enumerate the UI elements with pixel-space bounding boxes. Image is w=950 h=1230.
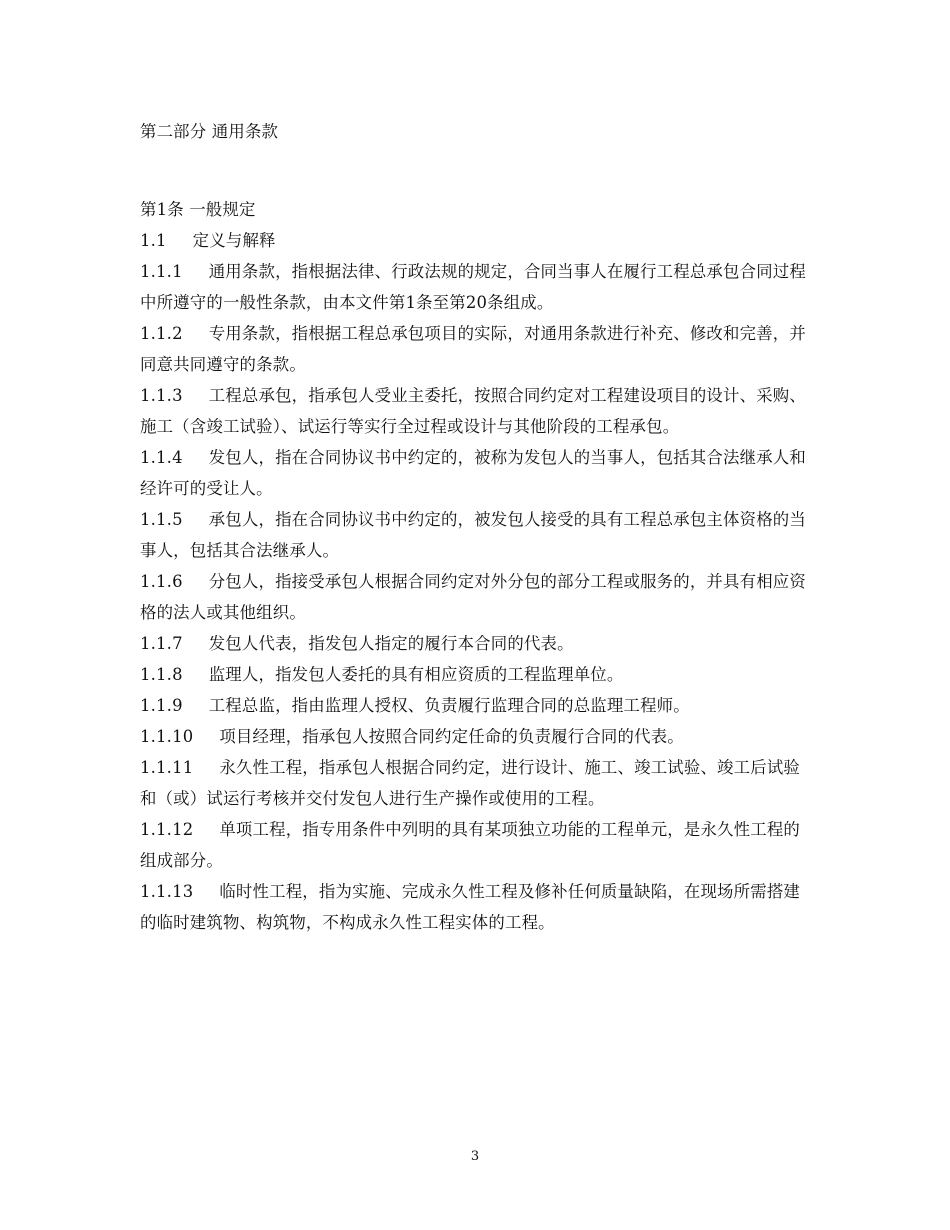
clause-paragraph	[140, 380, 815, 442]
clause-text: 工程总监，指由监理人授权、负责履行监理合同的总监理工程师。	[208, 696, 690, 715]
clause-paragraph	[140, 442, 815, 504]
clause-text: 单项工程，指专用条件中列明的具有某项独立功能的工程单元，是永久性工程的组成部分。	[140, 820, 801, 870]
clause-text: 临时性工程，指为实施、完成永久性工程及修补任何质量缺陷，在现场所需搭建的临时建筑物、构筑物，不构成永久性工程实体的工程。	[140, 882, 801, 932]
clause-text: 发包人代表，指发包人指定的履行本合同的代表。	[208, 634, 574, 653]
clause-number: 1.1.9	[140, 696, 183, 715]
section-title: 定义与解释	[192, 231, 276, 250]
clause-paragraph	[140, 659, 815, 690]
clause-number: 1.1.6	[140, 572, 183, 591]
clause-text: 工程总承包，指承包人受业主委托，按照合同约定对工程建设项目的设计、采购、施工（含竣工试验）、试运行等实行全过程或设计与其他阶段的工程承包。	[140, 386, 806, 436]
clause-paragraph	[140, 504, 815, 566]
clause-paragraph	[140, 721, 815, 752]
clause-text: 永久性工程，指承包人根据合同约定，进行设计、施工、竣工试验、竣工后试验和（或）试运行考核并交付发包人进行生产操作或使用的工程。	[140, 758, 801, 808]
clause-number: 1.1.8	[140, 665, 183, 684]
clause-paragraph	[140, 318, 815, 380]
clause-number: 1.1.5	[140, 510, 183, 529]
article-title: 第1条 一般规定	[140, 200, 256, 219]
clause-list	[140, 256, 815, 938]
section-heading	[140, 225, 815, 256]
clause-paragraph	[140, 814, 815, 876]
clause-paragraph	[140, 628, 815, 659]
clause-number: 1.1.7	[140, 634, 183, 653]
clause-number: 1.1.4	[140, 448, 183, 467]
clause-number: 1.1.13	[140, 882, 194, 901]
clause-text: 分包人，指接受承包人根据合同约定对外分包的部分工程或服务的，并具有相应资格的法人或其他组织。	[140, 572, 806, 622]
clause-text: 项目经理，指承包人按照合同约定任命的负责履行合同的代表。	[219, 727, 684, 746]
clause-text: 通用条款，指根据法律、行政法规的规定，合同当事人在履行工程总承包合同过程中所遵守的一般性条款，由本文件第1条至第20条组成。	[140, 262, 806, 312]
clause-number: 1.1.12	[140, 820, 194, 839]
part-title: 第二部分 通用条款	[140, 122, 279, 141]
clause-number: 1.1.2	[140, 324, 183, 343]
clause-text: 发包人，指在合同协议书中约定的，被称为发包人的当事人，包括其合法继承人和经许可的受让人。	[140, 448, 806, 498]
section-number: 1.1	[140, 231, 167, 250]
clause-text: 监理人，指发包人委托的具有相应资质的工程监理单位。	[208, 665, 624, 684]
body-text	[140, 116, 815, 938]
page-number: 3	[470, 1149, 480, 1164]
clause-number: 1.1.1	[140, 262, 183, 281]
clause-paragraph	[140, 256, 815, 318]
clause-text: 承包人，指在合同协议书中约定的，被发包人接受的具有工程总承包主体资格的当事人，包括其合法继承人。	[140, 510, 806, 560]
clause-text: 专用条款，指根据工程总承包项目的实际，对通用条款进行补充、修改和完善，并同意共同遵守的条款。	[140, 324, 806, 374]
clause-number: 1.1.3	[140, 386, 183, 405]
clause-paragraph	[140, 752, 815, 814]
clause-paragraph	[140, 690, 815, 721]
clause-number: 1.1.11	[140, 758, 194, 777]
clause-paragraph	[140, 876, 815, 938]
clause-number: 1.1.10	[140, 727, 194, 746]
clause-paragraph	[140, 566, 815, 628]
